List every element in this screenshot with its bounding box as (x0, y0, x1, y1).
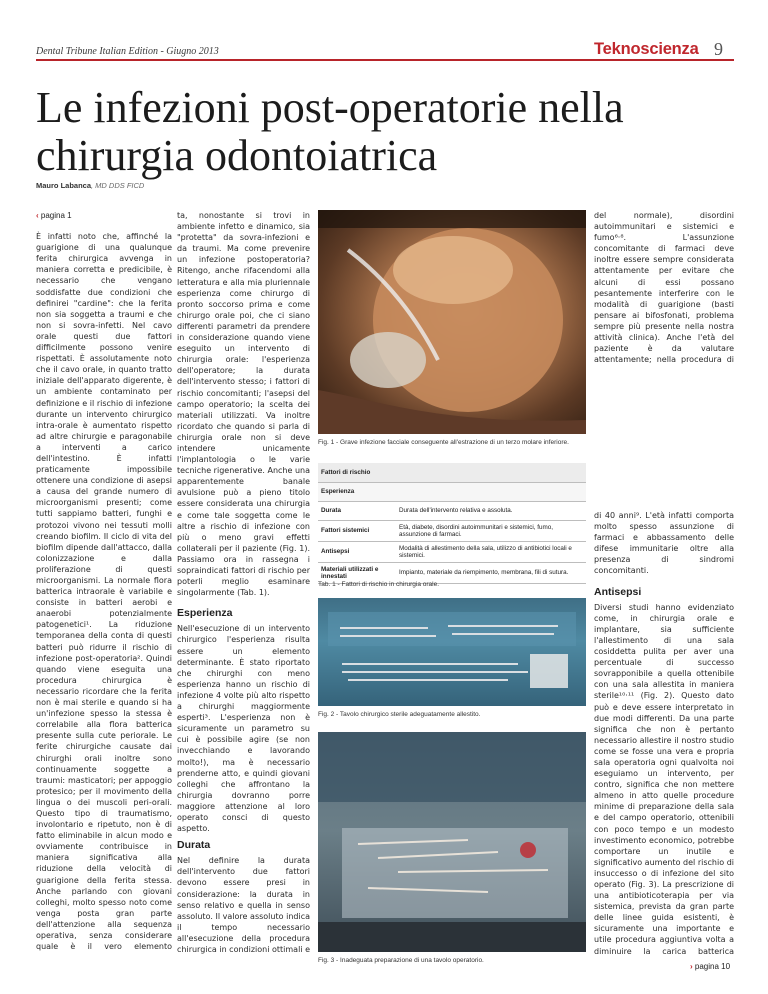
figure-2-caption: Fig. 2 - Tavolo chirurgico sterile adeguatamente allestito. (318, 711, 481, 718)
figure-3-photo (318, 732, 586, 952)
figure-2-photo (318, 598, 586, 706)
table-row (318, 482, 586, 501)
body-paragraph: Nell'esecuzione di un intervento chirurgico l'esperienza risulta essere un elemento determinante. È stato riportato che chirurghi con meno esperienza hanno un rischio di infezione 4 volte più alto rispetto a chirurghi maggiormente esperti³. L'esperienza non è sicuramente un parametro su cui è possibile agire (se non invecchiando e lavorando molto!), ma è necessario prenderne atto, e quindi giovani colleghi che affrontano la chirurgia dovranno porre maggiore attenzione al loro operato consci di questo aspetto. (177, 624, 310, 834)
column-1 (36, 210, 172, 954)
table-cell: Antisepsi (318, 541, 396, 562)
column-5-top (594, 210, 734, 364)
header-rule (36, 59, 734, 61)
page-number: 9 (714, 39, 723, 59)
table-cell: Modalità di allestimento della sala, utilizzo di antibiotici locali e sistemici. (396, 541, 586, 562)
risk-factors-table (318, 463, 586, 584)
body-paragraph: di 40 anni⁹. L'età infatti comporta molto spesso assunzione di farmaci e abbassamento delle difese immunitarie oltre alla presenza di sindromi concomitanti. (594, 511, 734, 576)
continued-from-label: pagina 1 (40, 211, 72, 220)
subheading-antisepsi: Antisepsi (594, 585, 642, 598)
author-credentials: , MD DDS FICD (91, 181, 145, 190)
table-row (318, 501, 586, 520)
body-paragraph: Diversi studi hanno evidenziato come, in chirurgia orale e implantare, sia sufficiente l'allestimento di una sala cosiddetta pulita per aver una percentuale di successo sovrapponibile a quella ottenibile con una sala allestita in maniera sterile¹⁰·¹¹ (Fig. 2). Questo dato può e deve essere interpretato in due modi differenti. Da una parte significa che non è pertanto necessario allestire il nostro studio come se fosse una vera e propria sala operatoria ogni qualvolta noi eseguiamo un intervento, per contro, significa che non mettere almeno in atto quelle procedure minime di preparazione della sala e del campo operatorio, ottenibili con poco tempo e un modesto investimento economico, potrebbe comportare un inutile e significativo aumento del rischio di insuccesso o di infezione del sito operato (Fig. 3). La prescrizione di una antibioticoterapia per via sistemica, prevista da gran parte delle linee guida esistenti, è sicuramente una importante e utile procedura aggiuntiva volta a diminuire la carica batterica (594, 602, 734, 956)
table-cell (396, 482, 586, 501)
table-cell: Fattori sistemici (318, 520, 396, 541)
article-title: Le infezioni post-operatorie nella chirurgia odontoiatrica (36, 83, 624, 180)
table-header-row (318, 463, 586, 482)
table-header: Fattori di rischio (318, 463, 586, 482)
table-caption: Tab. 1 - Fattori di rischio in chirurgia orale. (318, 581, 440, 588)
figure-1-caption: Fig. 1 - Grave infezione facciale conseguente all'estrazione di un terzo molare inferiore. (318, 439, 569, 446)
column-5-bottom (594, 510, 734, 956)
figure-3-caption: Fig. 3 - Inadeguata preparazione di una tavolo operatorio. (318, 957, 484, 964)
table-cell: Esperienza (318, 482, 396, 501)
continued-to-label: pagina 10 (694, 962, 731, 971)
table-cell: Impianto, materiale da riempimento, membrana, fili di sutura. (396, 562, 586, 583)
table-row (318, 541, 586, 562)
body-paragraph: ta, nonostante si trovi in ambiente infetto e dinamico, sia "protetta" da sovra-infezioni e da traumi. Ma come prevenire un infezione postoperatoria? Ritengo, anche rifacendomi alla letteratura e alla mia pluriennale esperienza come chirurgo di pronto soccorso prima e come chirurgo orale poi, che ci siano differenti parametri da prendere in considerazione quando viene eseguito un intervento di chirurgia orale: l'esperienza dell'operatore; la durata dell'intervento stesso; i fattori di rischio concomitanti; l'asepsi del campo operatorio; la scelta dei materiali utilizzati. Va inoltre ricordato che quando si parla di chirurgia orale non si deve intendere unicamente l'implantologia o le varie tecniche rigenerative. Anche una apparentemente banale avulsione può a pieno titolo essere considerata una chirurgia e come tale soggetta come le altre a rischio di infezione con più o meno gravi effetti collaterali per il paziente (Fig. 1). Passiamo ora in rassegna i sopraindicati fattori di rischio per poterli meglio esaminare singolarmente (Tab. 1). (177, 211, 310, 598)
subheading-durata: Durata (177, 839, 211, 852)
author-name: Mauro Labanca (36, 181, 92, 190)
section-name: Teknoscienza (594, 40, 699, 58)
table-row (318, 520, 586, 541)
continued-to-link[interactable] (690, 962, 730, 971)
figure-1-photo (318, 210, 586, 434)
table-cell: Durata dell'intervento relativa e assoluta. (396, 501, 586, 520)
publication-name: Dental Tribune Italian Edition - Giugno 2013 (36, 46, 219, 57)
patient-face-illustration (318, 210, 586, 434)
author-line (36, 181, 144, 190)
table-cell: Materiali utilizzati e innestati (318, 562, 396, 583)
chevron-left-icon: ‹ (36, 211, 39, 220)
table-cell: Durata (318, 501, 396, 520)
body-paragraph: È infatti noto che, affinché la guarigione di una qualunque ferita chirurgica avvenga in maniera corretta e predicibile, è necessario che vengano soddisfatte due condizioni che definirei "cardine": che la ferita non sia soggetta a traumi e che non si sovra-infetti. Nel cavo orale questi due fattori difficilmente possono venire rispettati. È assolutamente noto che il cavo orale, in quanto tratto iniziale dell'apparato digerente, è un ambiente contaminato per definizione e il rischio di infezione durante un intervento chirurgico intra-orale è aumentato rispetto ad altre chirurgie e paragonabile a interventi a carico dell'intestino. È infatti praticamente impossibile ottenere una condizione di asepsi a causa del grande numero di microorganismi presenti; come tutti sappiamo batteri, funghi e protozoi vivono nei tessuti molli creando biofilm. Il ciclo di vita del biofilm dipende dall'attacco, dalla colonizzazione e dalla proliferazione di questi microorganismi. La normale flora batterica intraorale è variabile e consiste in batteri aerobi e anaerobi potenzialmente patogenetici¹. La riduzione temporanea della conta di questi batteri può ridurre il rischio di infezione post-operatoria². Quindi quando viene eseguita una procedura chirurgica è necessario ricordare che la ferita non è mai sterile e quando si ha un'infezione spesso la stessa è correlabile alla flora batterica presente sulla cute periorale. Le ferite chirurgiche causate dai chirurghi orali inoltre sono continuamente soggette a traumi: masticatori; per appoggio protesico; per il movimento della lingua o dei muscoli peri-orali. Questo tipo di traumatismo, involontario e ripetuto, non è di fatto eliminabile in alcun modo e ovviamente contribuisce in maniera significativa alla riduzione della velocità di guarigione della ferita stessa. Anche parlando con giovani colleghi, molto spesso noto come venga posta gran parte dell'attenzione alla sequenza operativa, senza considerare quale è il vero elemento (36, 232, 172, 952)
surgical-tray-illustration (318, 598, 586, 706)
continued-from-link[interactable] (36, 210, 172, 221)
body-paragraph: Nel definire la durata dell'intervento due fattori devono essere presi in considerazione: la durata in senso relativo e quella in senso assoluto. Il valore assoluto indica il tempo necessario all'esecuzione della procedura chirurgica in condizioni ottimali e (177, 856, 310, 954)
table-cell: Età, diabete, disordini autoimmunitari e sistemici, fumo, assunzione di farmaci. (396, 520, 586, 541)
subheading-esperienza: Esperienza (177, 607, 233, 620)
body-paragraph: del normale), disordini autoimmunitari e sistemici e fumo⁶·⁸. L'assunzione concomitante di farmaci deve inoltre essere sempre considerata attentamente per evitare che alcuni di essi possano pesantemente interferire con le modalità di guarigione (basti pensare ai bifosfonati, problema sempre più presente nella nostra attività clinica). Anche l'età del paziente è da valutare attentamente; nella procedura di (594, 211, 734, 364)
chevron-right-icon: › (690, 962, 693, 971)
operating-table-illustration (318, 732, 586, 952)
column-2 (177, 210, 310, 954)
